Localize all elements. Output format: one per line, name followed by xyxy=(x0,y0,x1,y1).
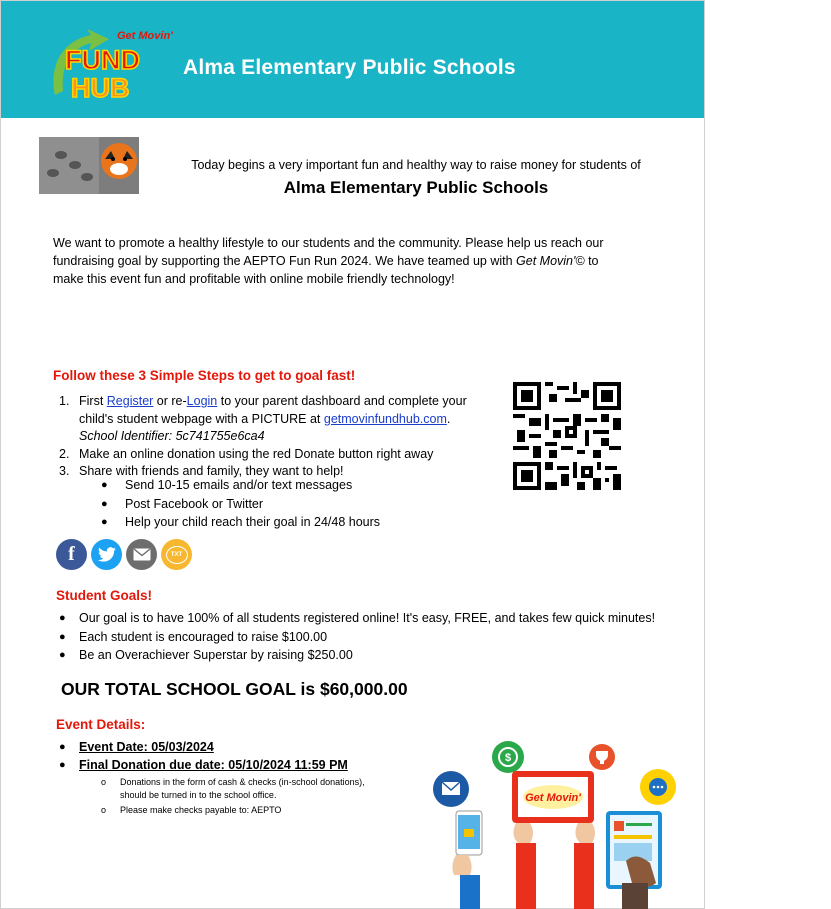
txt-message-icon[interactable]: TXT xyxy=(161,539,192,570)
intro-line: Today begins a very important fun and healthy way to raise money for students of xyxy=(191,158,641,172)
brand-name: Get Movin'© xyxy=(516,254,585,268)
svg-text:FUND: FUND xyxy=(65,45,140,75)
qr-code xyxy=(513,382,621,490)
event-date: ● Event Date: 05/03/2024 xyxy=(59,740,214,754)
list-item: ● Our goal is to have 100% of all students registered online! It's easy, FREE, and takes few quick minutes! xyxy=(59,611,656,625)
intro-paragraph xyxy=(53,234,623,288)
share-list xyxy=(101,476,380,532)
paragraph-text-end: to make this event fun and profitable with online mobile friendly technology! xyxy=(53,254,599,286)
student-goals-list xyxy=(59,609,655,665)
steps-list xyxy=(59,393,489,481)
email-icon[interactable] xyxy=(126,539,157,570)
student-goals-heading: Student Goals! xyxy=(56,588,153,603)
event-details-heading: Event Details: xyxy=(56,717,146,732)
register-link[interactable]: Register xyxy=(106,394,154,408)
list-item: ● Be an Overachiever Superstar by raising $250.00 xyxy=(59,648,353,662)
paragraph-text: We want to promote a healthy lifestyle to our students and the community. Please help us reach our fundraising goal by supporting the AEPTO Fun Run 2024. We have teamed up with xyxy=(53,236,604,268)
list-item: ● Each student is encouraged to raise $100.00 xyxy=(59,629,328,644)
event-notes xyxy=(101,776,371,817)
step-1: 1. First Register or re-Login to your parent dashboard and complete your child's student webpage with a PICTURE at getmovinfundhub.com. School Identifier: 5c741755e6ca4 xyxy=(59,394,467,443)
school-name-heading: Alma Elementary Public Schools xyxy=(283,178,549,197)
donation-due-date: ● Final Donation due date: 05/10/2024 11:59 PM xyxy=(59,757,348,772)
facebook-icon[interactable]: f xyxy=(56,539,87,570)
header-banner xyxy=(1,1,704,118)
school-identifier: School Identifier: 5c741755e6ca4 xyxy=(79,429,265,443)
svg-text:HUB: HUB xyxy=(71,73,130,103)
social-share-icons xyxy=(56,539,192,570)
svg-text:Get Movin': Get Movin' xyxy=(525,792,581,804)
twitter-icon[interactable] xyxy=(91,539,122,570)
event-details-list xyxy=(59,739,348,774)
list-item: ● Help your child reach their goal in 24/48 hours xyxy=(101,515,381,529)
step-3: 3. Share with friends and family, they want to help! xyxy=(59,464,344,478)
step-2: 2. Make an online donation using the red Donate button right away xyxy=(59,446,434,461)
fundhub-site-link[interactable]: getmovinfundhub.com xyxy=(323,411,447,426)
login-link[interactable]: Login xyxy=(186,394,218,408)
list-item: o Please make checks payable to: AEPTO xyxy=(101,805,282,815)
fund-hub-logo xyxy=(47,27,173,103)
steps-heading: Follow these 3 Simple Steps to get to goal fast! xyxy=(53,368,356,383)
svg-text:$: $ xyxy=(504,752,512,764)
mobile-fundraising-illustration xyxy=(426,739,686,909)
list-item: o Donations in the form of cash & checks (in-school donations), should be turned in to the school office. xyxy=(101,777,365,800)
total-school-goal: OUR TOTAL SCHOOL GOAL is $60,000.00 xyxy=(61,679,408,699)
list-item: ● Send 10-15 emails and/or text messages xyxy=(101,478,353,492)
svg-text:Get Movin': Get Movin' xyxy=(117,30,173,42)
banner-title: Alma Elementary Public Schools xyxy=(183,56,516,79)
list-item: ● Post Facebook or Twitter xyxy=(101,496,264,511)
